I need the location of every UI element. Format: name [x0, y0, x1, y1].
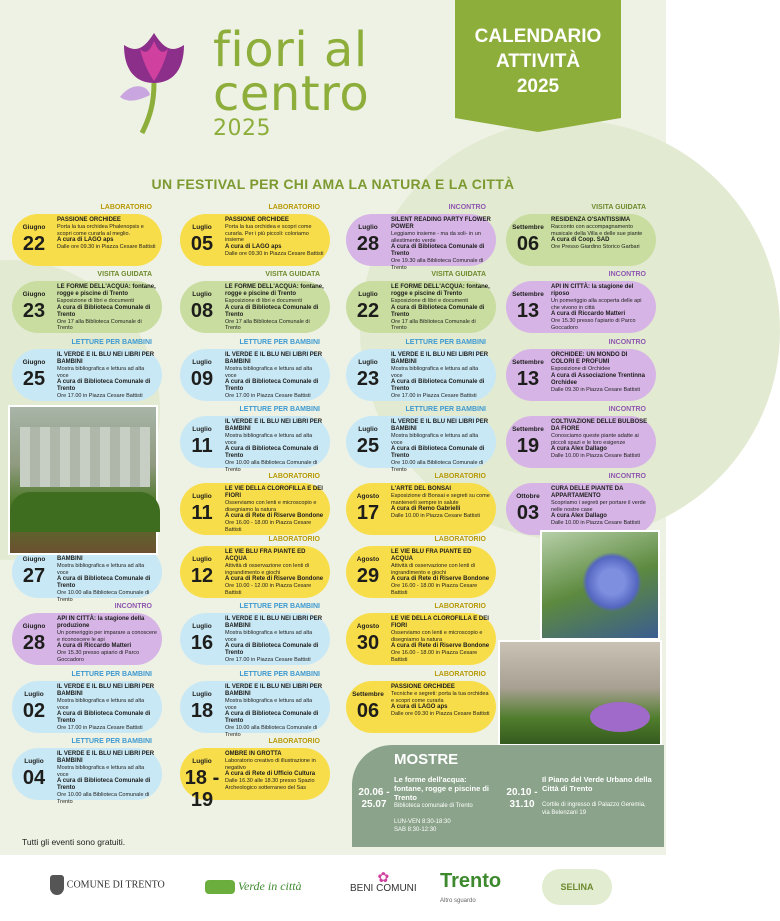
- event-when: Dalle ore 09.30 in Piazza Cesare Battisti: [391, 711, 490, 718]
- event-org: A cura di Associazione Trentinna Orchidee: [551, 372, 645, 386]
- event-desc: Mostra bibliografica e lettura ad alta voce: [57, 366, 145, 379]
- event-month: Luglio: [192, 224, 212, 231]
- event-org: A cura Alex Dallago: [551, 446, 607, 453]
- event-org: A cura di Biblioteca Comunale di Trento: [391, 446, 485, 460]
- benicomuni-logo: ✿ BENI COMUNI: [350, 869, 417, 894]
- event-text: [57, 616, 157, 664]
- event-text: [225, 352, 325, 400]
- event-type: VISITA GUIDATA: [97, 271, 152, 278]
- event-when: Ore Presso Giardino Storico Garbari: [551, 244, 640, 251]
- event-month: Agosto: [356, 623, 380, 630]
- event-type: LABORATORIO: [268, 536, 320, 543]
- event-when: Ore 10.00 alla Biblioteca Comunale di Trento: [391, 460, 484, 473]
- event-text: [225, 549, 325, 597]
- brand-wordmark: fiori al centro 2025: [213, 22, 370, 141]
- trento-logo: Trento Altro sguardo: [440, 870, 502, 904]
- event-when: Ore 16.00 - 18.00 in Piazza Cesare Battisti: [225, 520, 312, 533]
- event-when: Dalle 10.00 in Piazza Cesare Battisti: [551, 453, 640, 460]
- event-title: OMBRE IN GROTTA: [225, 751, 282, 757]
- event-day: 02: [22, 700, 46, 722]
- event-type: LABORATORIO: [268, 738, 320, 745]
- event-text: [551, 217, 651, 265]
- event-type: LETTURE PER BAMBINI: [239, 339, 320, 346]
- event-card: [180, 204, 330, 268]
- event-text: [391, 616, 491, 664]
- flower-icon: ✿: [377, 869, 390, 885]
- event-title: LE FORME DELL'ACQUA: fontane, rogge e piscine di Trento: [225, 284, 324, 297]
- event-text: [225, 217, 325, 265]
- event-org: A cura di LAGO aps: [225, 243, 282, 250]
- free-events-note: Tutti gli eventi sono gratuiti.: [22, 837, 126, 847]
- event-title: LE FORME DELL'ACQUA: fontane, rogge e piscine di Trento: [57, 284, 156, 297]
- courtyard-photo: [498, 640, 662, 746]
- event-when: Dalle ore 09.30 in Piazza Cesare Battisti: [57, 244, 156, 251]
- event-desc: Esposizione di libri e documenti: [225, 298, 303, 304]
- event-org: A cura di Biblioteca Comunale di Trento: [57, 711, 151, 725]
- event-month: Luglio: [358, 359, 378, 366]
- event-month: Luglio: [358, 426, 378, 433]
- event-type: INCONTRO: [608, 339, 646, 346]
- event-text: [391, 419, 491, 473]
- event-desc: Attività di osservazione con lenti di ingrandimento e giochi: [225, 563, 310, 576]
- event-month: Giugno: [22, 623, 46, 630]
- event-card: [346, 536, 496, 600]
- mostra-info: Il Piano del Verde Urbano della Città di Trento Cortile di ingresso di Palazzo Geremia, via Belenzani 19: [542, 775, 652, 816]
- event-type: LETTURE PER BAMBINI: [239, 406, 320, 413]
- event-title: IL VERDE E IL BLU NEI LIBRI PER BAMBINI: [225, 616, 323, 629]
- event-type: LETTURE PER BAMBINI: [405, 339, 486, 346]
- mostra-dates: 20.10 - 31.10: [506, 787, 538, 810]
- event-desc: Osserviamo con lenti e microscopio e disegniamo la natura: [391, 630, 483, 643]
- event-day: 22: [356, 300, 380, 322]
- event-card: [180, 339, 330, 403]
- event-title: IL VERDE E IL BLU NEI LIBRI PER BAMBINI: [391, 419, 489, 432]
- event-day: 03: [516, 502, 540, 524]
- event-day: 13: [516, 368, 540, 390]
- event-type: LETTURE PER BAMBINI: [71, 339, 152, 346]
- event-text: [225, 616, 325, 664]
- event-month: Settembre: [512, 291, 544, 298]
- event-title: PASSIONE ORCHIDEE: [57, 217, 121, 223]
- event-month: Agosto: [356, 493, 380, 500]
- event-month: Settembre: [512, 426, 544, 433]
- event-day: 17: [356, 502, 380, 524]
- event-when: Ore 15.30 presso l'apiario di Parco Goccadoro: [551, 318, 636, 331]
- event-text: [391, 549, 491, 597]
- event-card: [12, 271, 162, 335]
- event-text: [57, 684, 157, 732]
- event-day: 22: [22, 233, 46, 255]
- crest-icon: [50, 875, 64, 895]
- event-when: Ore 17 alla Biblioteca Comunale di Trento: [57, 318, 142, 332]
- event-card: [12, 738, 162, 805]
- event-month: Giugno: [22, 224, 46, 231]
- event-month: Giugno: [22, 359, 46, 366]
- event-day: 05: [190, 233, 214, 255]
- event-day: 19: [516, 435, 540, 457]
- event-day: 18 - 19: [184, 767, 220, 811]
- event-org: A cura di Coop. SAD: [551, 237, 610, 244]
- event-card: [12, 204, 162, 268]
- event-day: 09: [190, 368, 214, 390]
- event-title: IL VERDE E IL BLU NEI LIBRI PER BAMBINI: [391, 352, 489, 365]
- event-desc: Esposizione di libri e documenti: [57, 298, 135, 304]
- event-day: 28: [22, 632, 46, 654]
- event-month: Luglio: [358, 224, 378, 231]
- event-card: [346, 671, 496, 735]
- event-org: A cura di LAGO aps: [57, 237, 114, 244]
- event-title: IL VERDE E IL BLU NEI LIBRI PER BAMBINI: [57, 751, 155, 764]
- event-desc: Laboratorio creativo di illustrazione in negativo: [225, 758, 316, 771]
- event-day: 23: [356, 368, 380, 390]
- event-card: [346, 473, 496, 537]
- mostre-panel: [352, 745, 664, 847]
- event-title: IL VERDE E IL BLU NEI LIBRI PER BAMBINI: [57, 684, 155, 697]
- event-text: [391, 284, 491, 332]
- event-desc: Osserviamo con lenti e microscopio e disegniamo la natura: [225, 500, 317, 513]
- event-desc: Conosciamo queste piante adatte ai piccoli spazi e le loro esigenze: [551, 433, 639, 446]
- event-desc: Mostra bibliografica e lettura ad alta voce: [225, 698, 313, 711]
- verde-logo: Verde in città: [205, 879, 302, 894]
- event-title: ORCHIDEE: UN MONDO DI COLORI E PROFUMI: [551, 352, 628, 365]
- event-text: [57, 352, 157, 400]
- event-desc: Attività di osservazione con lenti di ingrandimento e giochi: [391, 563, 476, 576]
- event-card: [506, 406, 656, 470]
- event-card: [506, 473, 656, 537]
- tagline: UN FESTIVAL PER CHI AMA LA NATURA E LA CITTÀ: [151, 176, 515, 192]
- event-org: A cura di Biblioteca Comunale di Trento: [57, 576, 151, 590]
- event-month: Luglio: [24, 691, 44, 698]
- event-desc: Tecniche e segreti: porta la tua orchidea e scopri come curarla: [391, 691, 489, 704]
- event-card: [346, 603, 496, 667]
- event-when: Ore 15.30 presso apiario di Parco Goccadoro: [57, 650, 140, 663]
- event-type: INCONTRO: [608, 406, 646, 413]
- event-desc: Esposizione di Bonsai e segreti su come mantenerli sempre in salute: [391, 493, 490, 506]
- event-desc: Mostra bibliografica e lettura ad alta voce: [225, 630, 313, 643]
- event-type: LABORATORIO: [434, 603, 486, 610]
- event-desc: Mostra bibliografica e lettura ad alta voce: [391, 366, 479, 379]
- event-text: [551, 419, 651, 467]
- event-org: A cura di Biblioteca Comunale di Trento: [57, 778, 151, 792]
- event-day: 12: [190, 565, 214, 587]
- event-org: A cura di Riccardo Matteri: [57, 643, 132, 650]
- event-day: 25: [356, 435, 380, 457]
- event-desc: Racconto con accompagnamento musicale della Villa e delle sue piante: [551, 224, 643, 237]
- event-title: API IN CITTÀ: la stagione del riposo: [551, 284, 634, 297]
- event-month: Ottobre: [516, 493, 540, 500]
- event-day: 30: [356, 632, 380, 654]
- event-type: LETTURE PER BAMBINI: [239, 603, 320, 610]
- event-month: Luglio: [192, 426, 212, 433]
- mostra-info: Le forme dell'acqua: fontane, rogge e piscine di Trento Biblioteca comunale di Trento LUN-VEN 8:30-18:30 SAB 8:30-12:30: [394, 775, 490, 833]
- event-type: VISITA GUIDATA: [265, 271, 320, 278]
- event-when: Dalle 10.00 in Piazza Cesare Battisti: [551, 520, 640, 527]
- event-type: LETTURE PER BAMBINI: [405, 406, 486, 413]
- event-title: LE VIE BLU FRA PIANTE ED ACQUA: [225, 549, 306, 562]
- event-org: A cura di Rete di Riserve Bondone: [391, 576, 490, 583]
- event-text: [391, 684, 491, 732]
- event-desc: Leggiamo insieme - ma da soli- in un allestimento verde: [391, 231, 481, 244]
- event-when: Ore 10.00 alla Biblioteca Comunale di Trento: [225, 725, 318, 738]
- event-when: Ore 10.00 alla Biblioteca Comunale di Trento: [57, 590, 150, 603]
- event-when: Ore 19.30 alla Biblioteca Comunale di Trento: [391, 258, 484, 271]
- event-when: Ore 17 alla Biblioteca Comunale di Trento: [391, 318, 476, 332]
- event-when: Ore 17.00 in Piazza Cesare Battisti: [57, 725, 143, 732]
- event-title: API IN CITTÀ: la stagione della produzione: [57, 616, 145, 629]
- event-when: Ore 16.00 - 18.00 in Piazza Cesare Battisti: [391, 583, 478, 596]
- event-type: VISITA GUIDATA: [591, 204, 646, 211]
- event-card: [346, 339, 496, 403]
- event-desc: Mostra bibliografica e lettura ad alta voce: [225, 366, 313, 379]
- event-desc: Un pomeriggio per imparare a conoscere e riconoscere le api: [57, 630, 157, 643]
- event-title: PASSIONE ORCHIDEE: [225, 217, 289, 223]
- event-card: [12, 671, 162, 735]
- event-desc: Mostra bibliografica e lettura ad alta voce: [391, 433, 479, 446]
- event-text: [551, 284, 651, 332]
- event-day: 11: [191, 502, 213, 524]
- event-title: LE VIE DELLA CLOROFILLA E DEI FIORI: [225, 486, 323, 499]
- event-card: [180, 536, 330, 600]
- event-when: Dalle 10.00 in Piazza Cesare Battisti: [391, 513, 480, 520]
- event-type: LABORATORIO: [100, 204, 152, 211]
- event-card: [180, 271, 330, 335]
- event-org: A cura di Biblioteca Comunale di Trento: [57, 379, 151, 393]
- event-text: [391, 486, 491, 534]
- event-text: [551, 486, 651, 534]
- event-month: Luglio: [192, 556, 212, 563]
- event-day: 23: [22, 300, 46, 322]
- event-card: [506, 271, 656, 335]
- event-when: Dalle ore 09.30 in Piazza Cesare Battisti: [225, 250, 324, 257]
- leaf-icon: [205, 880, 235, 894]
- event-type: LABORATORIO: [268, 204, 320, 211]
- event-text: [57, 284, 157, 332]
- event-when: Ore 17.00 in Piazza Cesare Battisti: [57, 393, 143, 400]
- mostre-title: MOSTRE: [394, 751, 459, 768]
- event-title: CURA DELLE PIANTE DA APPARTAMENTO: [551, 486, 624, 499]
- event-title: IL VERDE E IL BLU NEI LIBRI PER BAMBINI: [225, 684, 323, 697]
- event-desc: Porta la tua orchidea e scopri come curarla. Per i più piccoli: coloriamo insieme: [225, 224, 312, 244]
- event-desc: Mostra bibliografica e lettura ad alta voce: [57, 563, 145, 576]
- event-org: A cura di Biblioteca Comunale di Trento: [225, 379, 319, 393]
- event-day: 28: [356, 233, 380, 255]
- event-text: [57, 549, 157, 603]
- event-desc: Mostra bibliografica e lettura ad alta voce: [225, 433, 313, 446]
- event-when: Ore 17.00 in Piazza Cesare Battisti: [225, 657, 311, 664]
- event-when: Ore 16.00 - 18.00 in Piazza Cesare Battisti: [391, 650, 478, 663]
- event-org: A cura di Biblioteca Comunale di Trento: [225, 711, 319, 725]
- event-card: [346, 271, 496, 335]
- event-card: [12, 339, 162, 403]
- event-org: A cura di Riccardo Matteri: [551, 311, 626, 318]
- event-type: LABORATORIO: [434, 473, 486, 480]
- event-text: [391, 352, 491, 400]
- event-org: A cura di Biblioteca Comunale di Trento: [391, 304, 485, 318]
- event-org: A cura di Remo Gabrielli: [391, 506, 461, 513]
- event-title: LE VIE DELLA CLOROFILLA E DEI FIORI: [391, 616, 489, 629]
- event-when: Ore 10.00 alla Biblioteca Comunale di Trento: [57, 792, 150, 805]
- event-card: [12, 603, 162, 667]
- event-card: [180, 473, 330, 537]
- event-type: LETTURE PER BAMBINI: [71, 671, 152, 678]
- event-desc: Porta la tua orchidea Phalenopsis e scopri come curarla al meglio.: [57, 224, 144, 237]
- event-when: Ore 17 alla Biblioteca Comunale di Trento: [225, 318, 310, 332]
- selina-logo: SELINA: [542, 869, 612, 905]
- event-type: INCONTRO: [448, 204, 486, 211]
- event-text: [57, 751, 157, 805]
- event-org: A cura di Rete di Riserve Bondone: [225, 576, 324, 583]
- event-day: 27: [22, 565, 46, 587]
- event-month: Luglio: [24, 758, 44, 765]
- event-month: Settembre: [352, 691, 384, 698]
- event-month: Luglio: [192, 623, 212, 630]
- event-type: LABORATORIO: [268, 473, 320, 480]
- event-title: PASSIONE ORCHIDEE: [391, 684, 455, 690]
- event-type: LETTURE PER BAMBINI: [239, 671, 320, 678]
- event-desc: Esposizione di libri e documenti: [391, 298, 469, 304]
- event-desc: Mostra bibliografica e lettura ad alta voce: [57, 765, 145, 778]
- event-month: Luglio: [192, 291, 212, 298]
- event-day: 29: [356, 565, 380, 587]
- event-org: A cura di Biblioteca Comunale di Trento: [391, 244, 485, 258]
- event-text: [225, 486, 325, 534]
- event-title: LE VIE BLU FRA PIANTE ED ACQUA: [391, 549, 472, 562]
- footer: [0, 855, 666, 921]
- event-day: 06: [516, 233, 540, 255]
- event-text: [225, 751, 325, 799]
- event-title: COLTIVAZIONE DELLE BULBOSE DA FIORE: [551, 419, 648, 432]
- event-day: 18: [190, 700, 214, 722]
- event-title: SILENT READING PARTY FLOWER POWER: [391, 217, 491, 230]
- event-month: Agosto: [356, 556, 380, 563]
- event-type: VISITA GUIDATA: [431, 271, 486, 278]
- event-desc: Un pomeriggio alla scoperta delle api che vivono in città: [551, 298, 642, 311]
- event-org: A cura di LAGO aps: [391, 704, 448, 711]
- event-month: Settembre: [512, 359, 544, 366]
- event-card: [346, 406, 496, 473]
- event-type: LABORATORIO: [434, 536, 486, 543]
- event-org: A cura Alex Dallago: [551, 513, 607, 520]
- event-text: [225, 419, 325, 473]
- event-desc: Esposizione di Orchidee: [551, 366, 611, 372]
- event-card: [180, 406, 330, 473]
- event-when: Ore 17.00 in Piazza Cesare Battisti: [225, 393, 311, 400]
- event-org: A cura di Rete di Ufficio Cultura: [225, 771, 316, 778]
- event-month: Luglio: [192, 758, 212, 765]
- event-card: [506, 339, 656, 403]
- event-type: LABORATORIO: [434, 671, 486, 678]
- event-org: A cura di Rete di Riserve Bondone: [225, 513, 324, 520]
- event-title: RESIDENZA O'SANTISSIMA: [551, 217, 631, 223]
- event-type: INCONTRO: [608, 271, 646, 278]
- event-month: Luglio: [192, 691, 212, 698]
- event-card: [180, 738, 330, 811]
- garden-photo: [8, 405, 158, 555]
- event-day: 08: [190, 300, 214, 322]
- calendar-banner: CALENDARIO ATTIVITÀ 2025: [455, 0, 621, 118]
- event-title: IL VERDE E IL BLU NEI LIBRI PER BAMBINI: [225, 352, 323, 365]
- event-type: INCONTRO: [114, 603, 152, 610]
- event-card: [346, 204, 496, 271]
- event-when: Dalle 09.30 in Piazza Cesare Battisti: [551, 386, 640, 393]
- event-text: [551, 352, 651, 400]
- event-title: IL VERDE E IL BLU NEI LIBRI PER BAMBINI: [57, 352, 155, 365]
- event-month: Giugno: [22, 291, 46, 298]
- event-day: 06: [356, 700, 380, 722]
- event-when: Ore 10.00 - 12.00 in Piazza Cesare Battisti: [225, 583, 312, 596]
- event-org: A cura di Biblioteca Comunale di Trento: [225, 643, 319, 657]
- event-when: Ore 17.00 in Piazza Cesare Battisti: [391, 393, 477, 400]
- event-month: Luglio: [192, 493, 212, 500]
- event-org: A cura di Biblioteca Comunale di Trento: [225, 304, 319, 318]
- event-day: 04: [22, 767, 46, 789]
- event-org: A cura di Biblioteca Comunale di Trento: [391, 379, 485, 393]
- event-month: Settembre: [512, 224, 544, 231]
- event-month: Giugno: [22, 556, 46, 563]
- event-card: [180, 671, 330, 738]
- event-day: 13: [516, 300, 540, 322]
- flower-photo: [540, 530, 660, 640]
- event-text: [57, 217, 157, 265]
- event-month: Luglio: [192, 359, 212, 366]
- event-title: IL VERDE E IL BLU NEI LIBRI PER BAMBINI: [225, 419, 323, 432]
- event-month: Luglio: [358, 291, 378, 298]
- event-title: L'ARTE DEL BONSAI: [391, 486, 451, 492]
- event-text: [225, 684, 325, 738]
- event-type: LETTURE PER BAMBINI: [71, 738, 152, 745]
- event-type: INCONTRO: [608, 473, 646, 480]
- event-org: A cura di Rete di Riserve Bondone: [391, 643, 490, 650]
- event-org: A cura di Biblioteca Comunale di Trento: [225, 446, 319, 460]
- event-desc: Mostra bibliografica e lettura ad alta voce: [57, 698, 145, 711]
- event-card: [180, 603, 330, 667]
- tulip-icon: [110, 25, 200, 135]
- event-when: Dalle 16.30 alle 18.30 presso Spazio Archeologico sotterraneo del Sas: [225, 778, 315, 791]
- event-title: LE FORME DELL'ACQUA: fontane, rogge e piscine di Trento: [391, 284, 490, 297]
- event-title: BAMBINI: [57, 556, 83, 562]
- event-text: [391, 217, 491, 271]
- event-day: 16: [190, 632, 214, 654]
- event-when: Ore 10.00 alla Biblioteca Comunale di Trento: [225, 460, 318, 473]
- comune-logo: COMUNE DI TRENTO: [50, 875, 165, 895]
- event-org: A cura di Biblioteca Comunale di Trento: [57, 304, 151, 318]
- event-day: 25: [22, 368, 46, 390]
- event-day: 11: [191, 435, 213, 457]
- event-desc: Scopriamo i segreti per portare il verde nelle nostre case: [551, 500, 646, 513]
- mostra-dates: 20.06 - 25.07: [358, 787, 390, 810]
- event-card: [506, 204, 656, 268]
- event-text: [225, 284, 325, 332]
